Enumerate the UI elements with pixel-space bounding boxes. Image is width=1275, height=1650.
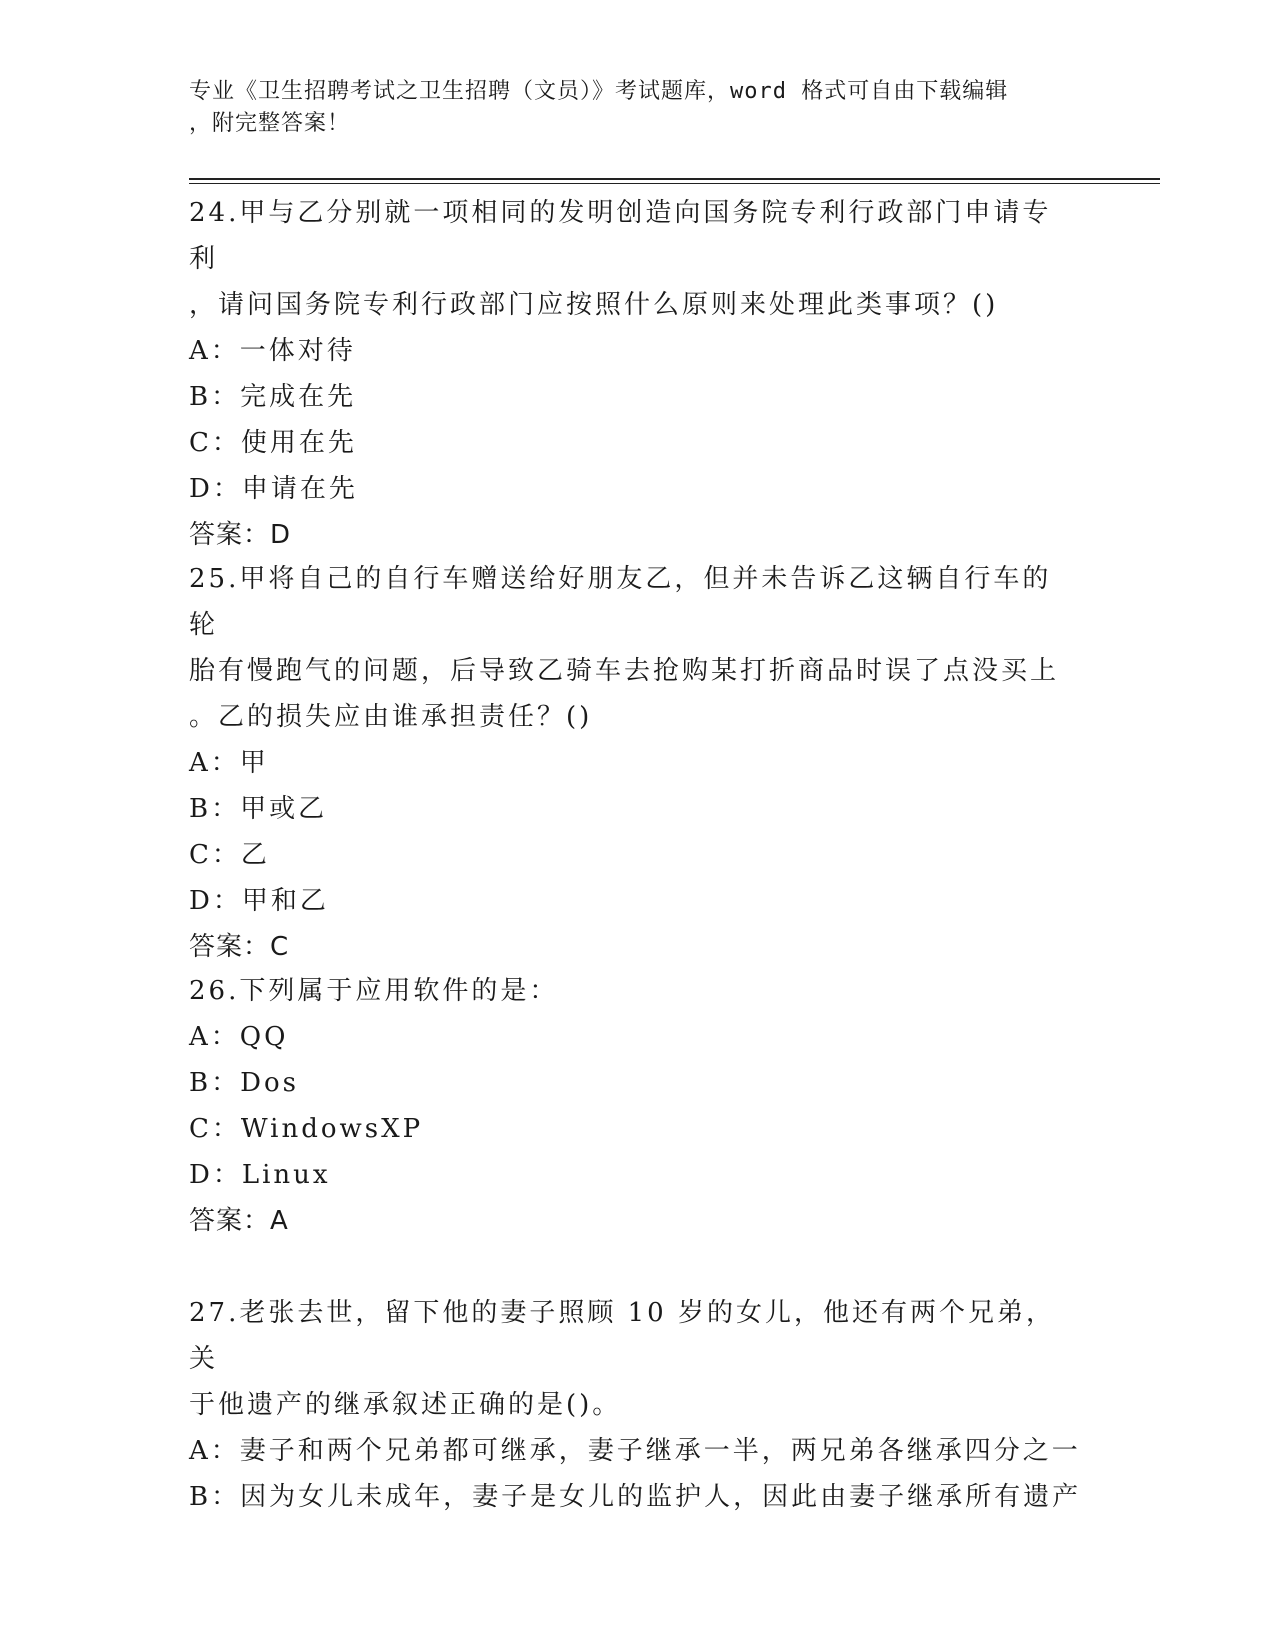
question-stem: 24.甲与乙分别就一项相同的发明创造向国务院专利行政部门申请专利 ，请问国务院专利行政部门应按照什么原则来处理此类事项？()	[189, 198, 1052, 320]
document-header: 专业《卫生招聘考试之卫生招聘（文员）》考试题库，word 格式可自由下载编辑 ，附完整答案！	[189, 79, 1009, 136]
header-divider-thick	[189, 178, 1160, 180]
question-27	[189, 1290, 1089, 1520]
question-26	[189, 968, 1089, 1244]
question-24	[189, 190, 1089, 558]
question-stem: 27.老张去世，留下他的妻子照顾 10 岁的女儿，他还有两个兄弟，关 于他遗产的继承叙述正确的是()。	[189, 1298, 1055, 1420]
option-a: A：妻子和两个兄弟都可继承，妻子继承一半，两兄弟各继承四分之一	[189, 1436, 1081, 1466]
option-c: C：WindowsXP	[189, 1114, 424, 1144]
question-25	[189, 556, 1089, 970]
option-b: B：甲或乙	[189, 794, 328, 824]
option-d: D：甲和乙	[189, 886, 329, 916]
option-c: C：使用在先	[189, 428, 357, 458]
question-stem: 25.甲将自己的自行车赠送给好朋友乙，但并未告诉乙这辆自行车的轮 胎有慢跑气的问题，后导致乙骑车去抢购某打折商品时误了点没买上 。乙的损失应由谁承担责任？()	[189, 564, 1060, 732]
answer-line: 答案：D	[189, 520, 292, 550]
option-a: A：QQ	[189, 1022, 289, 1052]
question-stem: 26.下列属于应用软件的是：	[189, 976, 559, 1006]
option-a: A：甲	[189, 748, 269, 778]
header-divider-thin	[189, 183, 1160, 184]
answer-line: 答案：A	[189, 1206, 289, 1236]
option-b: B：完成在先	[189, 382, 357, 412]
option-c: C：乙	[189, 840, 270, 870]
option-b: B：Dos	[189, 1068, 299, 1098]
answer-line: 答案：C	[189, 932, 290, 962]
option-a: A：一体对待	[189, 336, 356, 366]
option-d: D：Linux	[189, 1160, 331, 1190]
option-b: B：因为女儿未成年，妻子是女儿的监护人，因此由妻子继承所有遗产	[189, 1482, 1082, 1512]
option-d: D：申请在先	[189, 474, 358, 504]
